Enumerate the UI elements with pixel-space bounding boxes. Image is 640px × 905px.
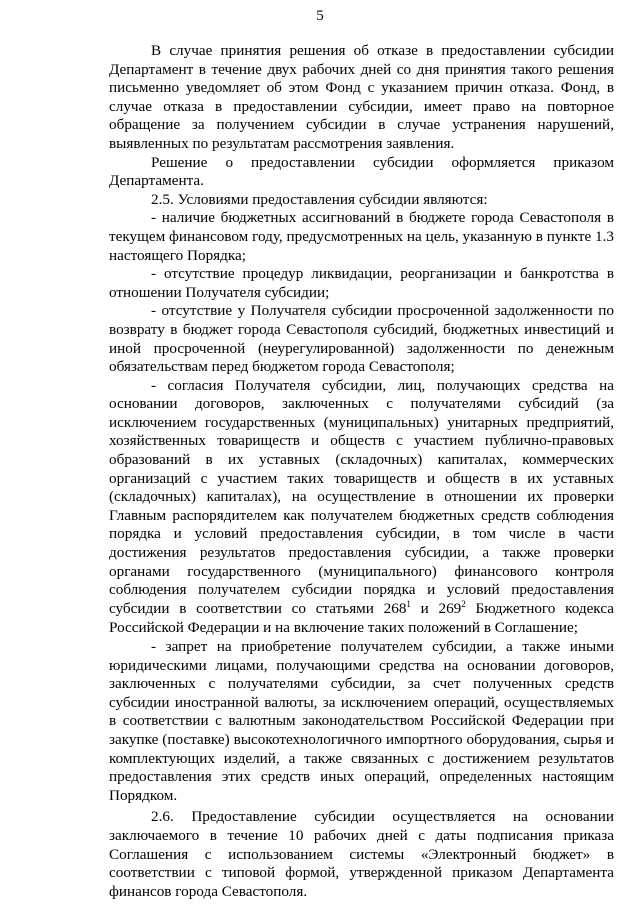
consent-text-after: Бюджетного кодекса Российской Федерации и на включение таких положений в Соглашение; xyxy=(109,599,614,637)
paragraph-condition-no-debt: - отсутствие у Получателя субсидии просроченной задолженности по возврату в бюджет города Севастополя субсидий, бюджетных инвестиций и иной просроченной (неурегулированной) задолженности по денежным обязательствам перед бюджетом города Севастополя; xyxy=(109,302,614,376)
paragraph-2-5-heading: 2.5. Условиями предоставления субсидии являются: xyxy=(151,190,488,208)
page-number: 5 xyxy=(316,8,324,24)
consent-text-middle: и 269 xyxy=(410,599,462,617)
document-body xyxy=(109,42,614,901)
paragraph-condition-budget: - наличие бюджетных ассигнований в бюджете города Севастополя в текущем финансовом году, предусмотренных на цель, указанную в пункте 1.3 настоящего Порядка; xyxy=(109,209,614,264)
paragraph-2-6-agreement: 2.6. Предоставление субсидии осуществляется на основании заключаемого в течение 10 рабочих дней с даты подписания приказа Соглашения с использованием системы «Электронный бюджет» в соответствии с типовой формой, утвержденной приказом Департамента финансов города Севастополя. xyxy=(109,808,614,900)
paragraph-refusal-notice: В случае принятия решения об отказе в предоставлении субсидии Департамент в течение двух рабочих дней со дня принятия такого решения письменно уведомляет об этом Фонд с указанием причин отказа. Фонд, в случае отказа в предоставлении субсидии, имеет право на повторное обращение за получением субсидии в случае устранения нарушений, выявленных по результатам рассмотрения заявления. xyxy=(109,42,614,152)
consent-text-before: - согласия Получателя субсидии, лиц, получающих средства на основании договоров, заключенных с получателями субсидий (за исключением государственных (муниципальных) унитарных предприятий, хозяйственных товариществ и обществ с участием публично-правовых образований в их уставных (складочных) капиталах, коммерческих организаций с участием таких товариществ и обществ в их уставных (складочных) капиталах), на осуществление в отношении их проверки Главным распорядителем как получателем бюджетных средств соблюдения порядка и условий предоставления субсидии, в том числе в части достижения результатов предоставления субсидии, а также проверки органами государственного (муниципального) финансового контроля соблюдения получателем субсидии порядка и условий предоставления субсидии в соответствии со статьями 268 xyxy=(109,376,614,617)
paragraph-decision-order: Решение о предоставлении субсидии оформляется приказом Департамента. xyxy=(109,153,614,190)
paragraph-condition-no-liquidation: - отсутствие процедур ликвидации, реорганизации и банкротства в отношении Получателя субсидии; xyxy=(109,265,614,301)
superscript-article-268: 1 xyxy=(406,598,411,609)
paragraph-condition-consent xyxy=(109,377,614,638)
paragraph-condition-currency-ban: - запрет на приобретение получателем субсидии, а также иными юридическими лицами, получающими средства на основании договоров, заключенных с получателями субсидии, за счет полученных средств субсидии иностранной валюты, за исключением операций, осуществляемых в соответствии с валютным законодательством Российской Федерации при закупке (поставке) высокотехнологичного импортного оборудования, сырья и комплектующих изделий, а также связанных с достижением результатов предоставления этих средств иных операций, определенных настоящим Порядком. xyxy=(109,638,614,804)
superscript-article-269: 2 xyxy=(461,598,466,609)
